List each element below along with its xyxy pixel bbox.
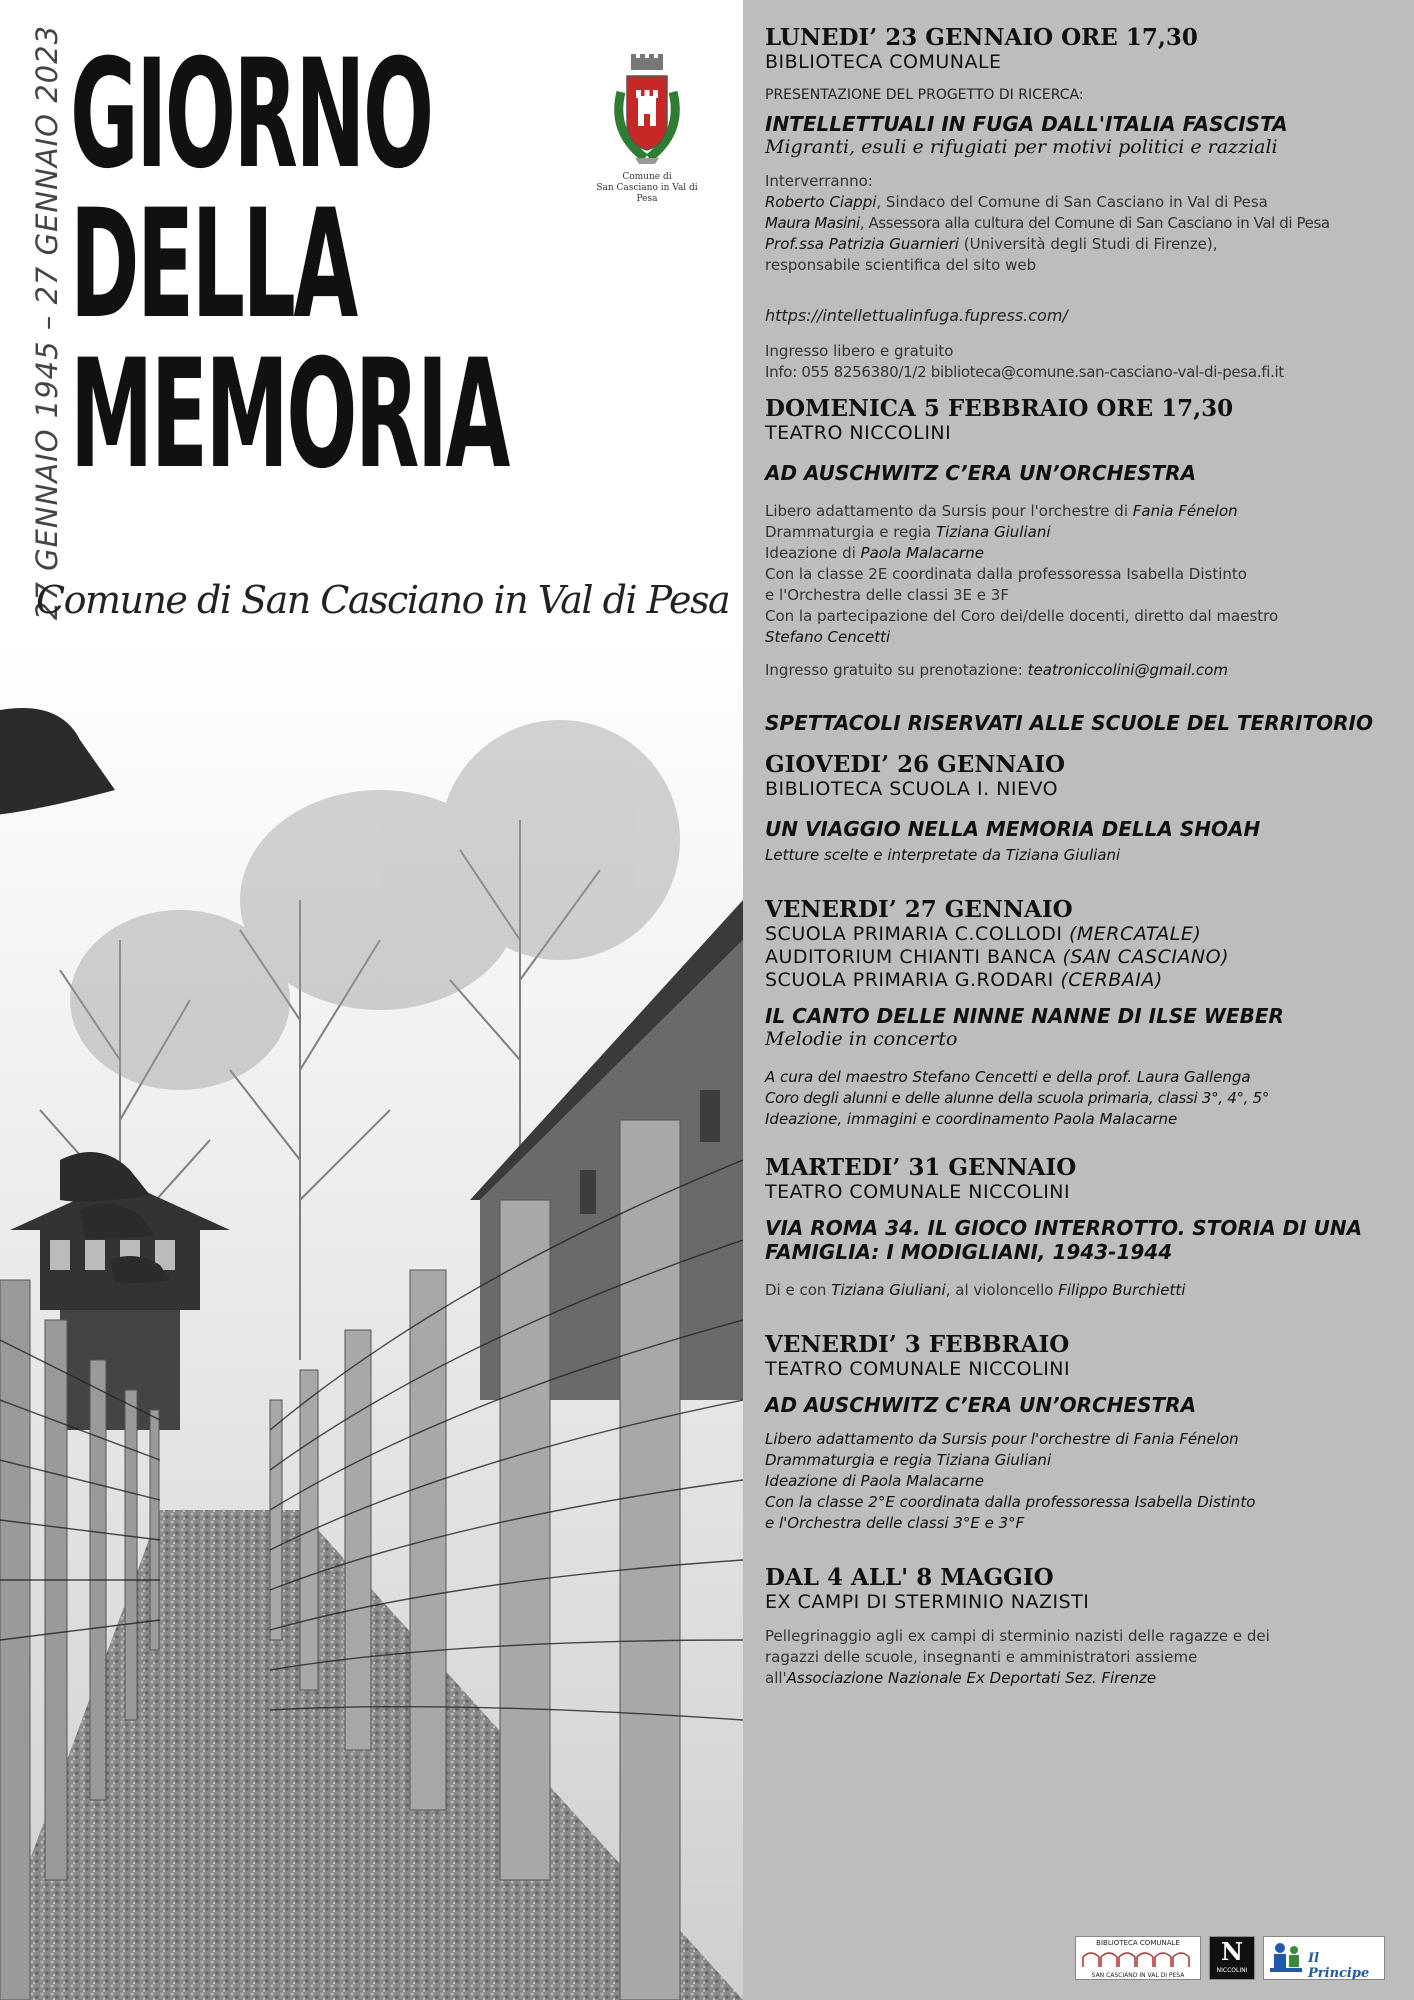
credit-name: Tiziana Giuliani — [935, 523, 1051, 541]
booking-text: Ingresso gratuito su prenotazione: — [765, 661, 1028, 679]
event-venue: TEATRO NICCOLINI — [765, 422, 952, 444]
event-title: UN VIAGGIO NELLA MEMORIA DELLA SHOAH — [765, 817, 1261, 841]
entry-info: Ingresso libero e gratuito — [765, 342, 954, 360]
credit-text: Ideazione di — [765, 1472, 861, 1490]
event-date-heading: DAL 4 ALL' 8 MAGGIO — [765, 1564, 1054, 1591]
vertical-dates-text: 27 GENNAIO 1945 – 27 GENNAIO 2023 — [30, 24, 64, 620]
venue-name: AUDITORIUM CHIANTI BANCA — [765, 946, 1063, 968]
event-title: AD AUSCHWITZ C’ERA UN’ORCHESTRA — [765, 461, 1197, 485]
il-principe-logo-text: Il Principe — [1308, 1951, 1370, 1981]
event-title: INTELLETTUALI IN FUGA DALL'ITALIA FASCISTA — [765, 112, 1288, 136]
credit-text: Drammaturgia e regia — [765, 523, 936, 541]
event-date-heading: LUNEDI’ 23 GENNAIO ORE 17,30 — [765, 24, 1198, 51]
emblem-caption-2: San Casciano in Val di Pesa — [596, 183, 698, 204]
biblioteca-logo — [1075, 1936, 1201, 1980]
credit-name: Paola Malacarne — [860, 544, 984, 562]
credit-line — [765, 501, 1405, 522]
event-venue — [765, 923, 1405, 946]
speaker-line — [765, 192, 1405, 213]
booking-info — [765, 660, 1405, 681]
event-venue — [765, 969, 1405, 992]
event-date-heading: MARTEDI’ 31 GENNAIO — [765, 1154, 1077, 1181]
credit-text: Drammaturgia e regia — [765, 1451, 937, 1469]
program-content — [765, 24, 1405, 1689]
title-line-3: MEMORIA — [70, 328, 508, 502]
venue-location: (CERBAIA) — [1060, 969, 1163, 991]
municipal-emblem — [587, 52, 707, 205]
association-name: Associazione Nazionale Ex Deportati Sez. Firenze — [786, 1669, 1157, 1687]
credit-text: Libero adattamento da Sursis pour l'orchestre di — [765, 502, 1133, 520]
speaker-line — [765, 234, 1405, 255]
credit-text: Ideazione, immagini e coordinamento — [765, 1110, 1054, 1128]
credit-name: Paola Malacarne — [1053, 1110, 1178, 1128]
credit-line — [765, 1109, 1405, 1130]
credit-name: Filippo Burchietti — [1058, 1281, 1186, 1299]
credit-name: Laura Gallenga — [1136, 1068, 1251, 1086]
event-subtitle: Melodie in concerto — [765, 1028, 958, 1050]
credit-line — [765, 1513, 1405, 1534]
venue-name: SCUOLA PRIMARIA G.RODARI — [765, 969, 1061, 991]
speaker-line — [765, 213, 1405, 234]
venue-location: (SAN CASCIANO) — [1062, 946, 1230, 968]
credit-name: Stefano Cencetti — [912, 1068, 1038, 1086]
children-reading-icon — [1266, 1938, 1306, 1978]
credit-text: Libero adattamento da Sursis pour l'orchestre di Fania Fénelon — [765, 1430, 1239, 1448]
event-library-presentation — [765, 24, 1405, 383]
partner-logos — [1075, 1936, 1405, 1980]
municipality-subtitle: Comune di San Casciano in Val di Pesa — [36, 578, 730, 622]
speaker-name: Prof.ssa Patrizia Guarnieri — [765, 235, 959, 253]
speaker-role: , Sindaco del Comune di San Casciano in Val di Pesa — [876, 193, 1268, 211]
event-date-heading: VENERDI’ 3 FEBBRAIO — [765, 1331, 1070, 1358]
credit-name: Tiziana Giuliani — [831, 1281, 946, 1299]
credit-text: Con la classe 2°E coordinata dalla professoressa Isabella Distinto — [765, 1493, 1256, 1511]
credit-line — [765, 845, 1405, 866]
teatro-niccolini-logo — [1209, 1936, 1255, 1980]
credit-text: , al violoncello — [945, 1281, 1059, 1299]
speaker-role: (Università degli Studi di Firenze), — [958, 235, 1218, 253]
credit-text: e della prof. — [1037, 1068, 1137, 1086]
event-title: AD AUSCHWITZ C’ERA UN’ORCHESTRA — [765, 1393, 1197, 1417]
coat-of-arms-icon — [607, 52, 687, 172]
event-venue: TEATRO COMUNALE NICCOLINI — [765, 1181, 1071, 1203]
speakers-label: Interverranno: — [765, 172, 873, 190]
speaker-name: Roberto Ciappi — [765, 193, 877, 211]
event-venue — [765, 946, 1405, 969]
credit-line — [765, 1429, 1405, 1450]
credit-line: e l'Orchestra delle classi 3E e 3F — [765, 586, 1009, 604]
description-line: ragazzi delle scuole, insegnanti e amministratori assieme — [765, 1648, 1198, 1666]
credit-line — [765, 1450, 1405, 1471]
credit-text: Letture scelte e interpretate da — [765, 846, 1006, 864]
event-theatre-orchestra — [765, 395, 1405, 681]
school-event-shoah-readings — [765, 751, 1405, 866]
biblioteca-logo-bottom: SAN CASCIANO IN VAL DI PESA — [1091, 1972, 1185, 1979]
title-line-2: DELLA — [70, 178, 356, 352]
credit-line — [765, 627, 1405, 648]
description-line — [765, 1668, 1405, 1689]
camp-photograph — [0, 640, 743, 2000]
credit-name: Stefano Cencetti — [765, 628, 891, 646]
library-arches-icon — [1079, 1948, 1197, 1968]
event-venue: TEATRO COMUNALE NICCOLINI — [765, 1358, 1071, 1380]
school-event-orchestra — [765, 1331, 1405, 1534]
venue-name: SCUOLA PRIMARIA C.COLLODI — [765, 923, 1069, 945]
event-date-heading: GIOVEDI’ 26 GENNAIO — [765, 751, 1065, 778]
description-line: Pellegrinaggio agli ex campi di sterminio nazisti delle ragazze e dei — [765, 1627, 1270, 1645]
credit-line — [765, 1280, 1405, 1301]
speaker-role: , Assessora alla cultura del Comune di San Casciano in Val di Pesa — [859, 214, 1330, 232]
event-intro: PRESENTAZIONE DEL PROGETTO DI RICERCA: — [765, 87, 1084, 103]
credit-text: A cura del maestro — [765, 1068, 913, 1086]
credit-name: Fania Fénelon — [1132, 502, 1238, 520]
credit-name: Tiziana Giuliani — [936, 1451, 1052, 1469]
biblioteca-logo-top: BIBLIOTECA COMUNALE — [1096, 1939, 1180, 1947]
event-title: IL CANTO DELLE NINNE NANNE DI ILSE WEBER — [765, 1004, 1284, 1028]
title-line-1: GIORNO — [70, 28, 432, 202]
credit-line — [765, 1067, 1405, 1088]
description-text: all' — [765, 1669, 787, 1687]
event-date-heading: DOMENICA 5 FEBBRAIO ORE 17,30 — [765, 395, 1234, 422]
school-event-pilgrimage — [765, 1564, 1405, 1689]
event-venue: BIBLIOTECA COMUNALE — [765, 51, 1002, 73]
event-venue: EX CAMPI DI STERMINIO NAZISTI — [765, 1591, 1090, 1613]
credit-text: e l'Orchestra delle classi 3°E e 3°F — [765, 1514, 1025, 1532]
il-principe-logo — [1263, 1936, 1385, 1980]
schools-section-header: SPETTACOLI RISERVATI ALLE SCUOLE DEL TERRITORIO — [765, 711, 1373, 735]
booking-email[interactable]: teatroniccolini@gmail.com — [1027, 661, 1228, 679]
teatro-logo-name: NICCOLINI — [1216, 1967, 1248, 1974]
credit-line — [765, 1088, 1405, 1109]
credit-text: Coro degli alunni e delle alunne della scuola primaria, classi 3°, 4°, 5° — [765, 1089, 1270, 1107]
event-subtitle: Migranti, esuli e rifugiati per motivi politici e razziali — [765, 136, 1278, 158]
emblem-caption-1: Comune di — [622, 172, 672, 182]
credit-line — [765, 1492, 1405, 1513]
venue-location: (MERCATALE) — [1069, 923, 1202, 945]
teatro-logo-letter: N — [1221, 1937, 1243, 1966]
credit-line: Con la classe 2E coordinata dalla professoressa Isabella Distinto — [765, 565, 1247, 583]
event-title-line-2: FAMIGLIA: I MODIGLIANI, 1943-1944 — [765, 1240, 1173, 1264]
project-website-link[interactable]: https://intellettualinfuga.fupress.com/ — [765, 306, 1068, 325]
credit-text: Ideazione di — [765, 544, 861, 562]
credit-line — [765, 1471, 1405, 1492]
contact-info: Info: 055 8256380/1/2 biblioteca@comune.san-casciano-val-di-pesa.fi.it — [765, 363, 1284, 381]
speaker-name: Maura Masini — [765, 214, 860, 232]
school-event-via-roma-34 — [765, 1154, 1405, 1301]
credit-line: Con la partecipazione del Coro dei/delle docenti, diretto dal maestro — [765, 607, 1279, 625]
credit-text: Di e con — [765, 1281, 832, 1299]
event-title-line-1: VIA ROMA 34. IL GIOCO INTERROTTO. STORIA DI UNA — [765, 1216, 1363, 1240]
credit-line — [765, 522, 1405, 543]
credit-name: Paola Malacarne — [860, 1472, 984, 1490]
event-venue: BIBLIOTECA SCUOLA I. NIEVO — [765, 778, 1059, 800]
speakers-tail: responsabile scientifica del sito web — [765, 256, 1037, 274]
poster-right-column — [743, 0, 1414, 2000]
credit-line — [765, 543, 1405, 564]
school-event-ilse-weber — [765, 896, 1405, 1130]
event-date-heading: VENERDI’ 27 GENNAIO — [765, 896, 1073, 923]
credit-name: Tiziana Giuliani — [1005, 846, 1121, 864]
